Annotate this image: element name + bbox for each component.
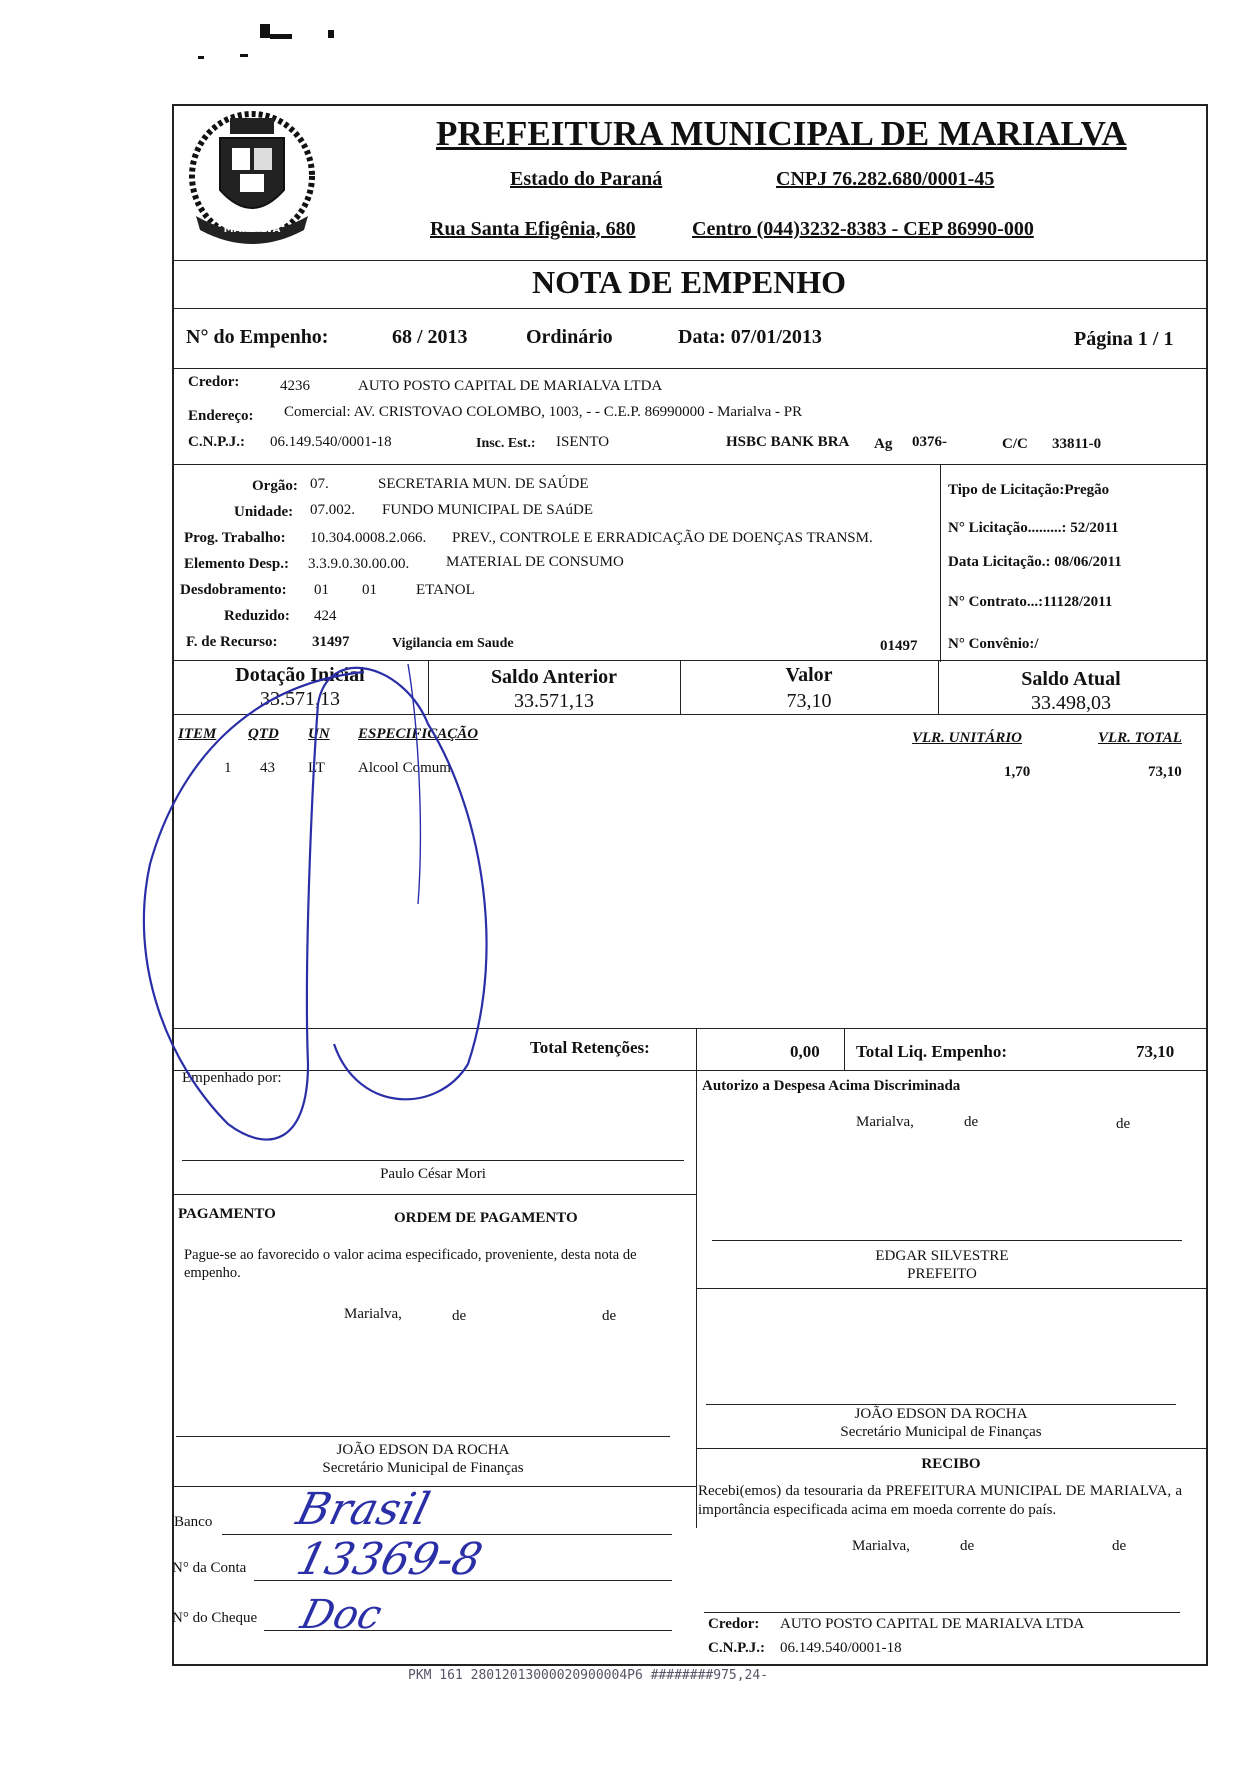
- financas-signer: JOÃO EDSON DA ROCHA: [854, 1406, 1028, 1422]
- divider: [172, 1028, 1206, 1029]
- orgao-name: SECRETARIA MUN. DE SAÚDE: [378, 476, 589, 492]
- recibo-de2: de: [1112, 1538, 1127, 1554]
- signature-line: [712, 1240, 1182, 1241]
- retencoes-label: Total Retenções:: [530, 1038, 650, 1057]
- row-spec: Alcool Comum: [358, 760, 451, 776]
- divider: [172, 308, 1206, 309]
- orgao-label: Orgão:: [252, 478, 298, 494]
- row-item: 1: [224, 760, 232, 776]
- unidade-code: 07.002.: [310, 502, 355, 518]
- pagamento-label: PAGAMENTO: [178, 1206, 276, 1222]
- divider: [172, 714, 1206, 715]
- banco-label: Banco: [174, 1514, 213, 1530]
- col-especificacao: ESPECIFICAÇÃO: [358, 726, 479, 742]
- elemento-name: MATERIAL DE CONSUMO: [446, 554, 624, 570]
- credor-cnpj-label: C.N.P.J.:: [188, 434, 245, 450]
- header-cnpj: CNPJ 76.282.680/0001-45: [776, 168, 995, 190]
- pagamento-city: Marialva,: [344, 1306, 402, 1322]
- credor-name: AUTO POSTO CAPITAL DE MARIALVA LTDA: [358, 378, 663, 394]
- col-item: ITEM: [178, 726, 217, 742]
- row-qtd: 43: [260, 760, 275, 776]
- reduzido-value: 424: [314, 608, 337, 624]
- empenho-page: Página 1 / 1: [1074, 328, 1174, 350]
- doc-title: NOTA DE EMPENHO: [531, 264, 847, 300]
- conta-handwritten: 13369-8: [291, 1534, 488, 1585]
- autorizo-signer: EDGAR SILVESTRE: [875, 1248, 1009, 1264]
- col-vlr-total: VLR. TOTAL: [1098, 730, 1182, 746]
- credor-ie-label: Insc. Est.:: [476, 436, 536, 451]
- recibo-text: Recebi(emos) da tesouraria da PREFEITURA MUNICIPAL DE MARIALVA, a importância especificada acima em moeda corrente do país.: [698, 1483, 1182, 1518]
- cheque-handwritten: Doc: [296, 1592, 387, 1638]
- recurso-name: Vigilancia em Saude: [392, 636, 514, 651]
- header-state: Estado do Paraná: [510, 168, 663, 190]
- scan-mark: [240, 54, 248, 57]
- financas-role: Secretário Municipal de Finanças: [840, 1424, 1042, 1440]
- credor-address: Comercial: AV. CRISTOVAO COLOMBO, 1003, - - C.E.P. 86990000 - Marialva - PR: [284, 404, 803, 420]
- elemento-code: 3.3.9.0.30.00.00.: [308, 556, 410, 572]
- autorizo-de2: de: [1116, 1116, 1131, 1132]
- divider: [940, 464, 941, 662]
- credor-ie: ISENTO: [556, 434, 610, 450]
- divider: [696, 1028, 697, 1528]
- cheque-label: N° do Cheque: [172, 1610, 258, 1626]
- empenho-number: 68 / 2013: [392, 326, 468, 348]
- divider: [172, 660, 1206, 661]
- col-un: UN: [308, 726, 330, 742]
- autorizo-de1: de: [964, 1114, 979, 1130]
- recibo-credor-label: Credor:: [708, 1616, 760, 1632]
- divider: [172, 260, 1206, 261]
- divider: [172, 464, 1206, 465]
- empenho-type: Ordinário: [526, 326, 613, 348]
- recibo-title: RECIBO: [921, 1456, 981, 1472]
- recibo-de1: de: [960, 1538, 975, 1554]
- recibo-cnpj-label: C.N.P.J.:: [708, 1640, 765, 1656]
- row-un: LT: [308, 760, 325, 776]
- autorizo-city: Marialva,: [856, 1114, 914, 1130]
- header-address: Rua Santa Efigênia, 680: [430, 218, 636, 240]
- liq-label: Total Liq. Empenho:: [856, 1042, 1007, 1061]
- autorizo-role: PREFEITO: [907, 1266, 977, 1282]
- reduzido-label: Reduzido:: [224, 608, 290, 624]
- n-licitacao: N° Licitação.........: 52/2011: [948, 520, 1119, 536]
- tipo-licitacao: Tipo de Licitação:Pregão: [948, 482, 1110, 498]
- recibo-cnpj: 06.149.540/0001-18: [780, 1640, 902, 1656]
- row-total: 73,10: [1148, 764, 1182, 780]
- prog-label: Prog. Trabalho:: [184, 530, 286, 546]
- credor-bank: HSBC BANK BRA: [726, 434, 850, 450]
- credor-account: 33811-0: [1052, 436, 1102, 452]
- pagamento-text: Pague-se ao favorecido o valor acima especificado, proveniente, desta nota de empenho.: [184, 1247, 637, 1281]
- credor-label: Credor:: [188, 374, 240, 390]
- svg-text:MARIALVA: MARIALVA: [223, 224, 281, 235]
- saldo-anterior-label: Saldo Anterior: [490, 666, 618, 688]
- credor-agency: 0376-: [912, 434, 947, 450]
- signature-line: [704, 1612, 1180, 1613]
- pagamento-signer: JOÃO EDSON DA ROCHA: [336, 1442, 510, 1458]
- credor-agency-label: Ag: [874, 436, 893, 452]
- banco-handwritten: Brasil: [291, 1484, 435, 1535]
- desdobramento-name: ETANOL: [416, 582, 475, 598]
- divider: [172, 1070, 1206, 1071]
- empenho-label: N° do Empenho:: [186, 326, 329, 348]
- liq-value: 73,10: [1136, 1042, 1175, 1061]
- divider: [172, 1194, 696, 1195]
- header-title: PREFEITURA MUNICIPAL DE MARIALVA: [436, 114, 1127, 153]
- scan-mark: [328, 30, 334, 38]
- desdobramento-b: 01: [362, 582, 377, 598]
- credor-address-label: Endereço:: [188, 408, 254, 424]
- divider: [696, 1288, 1206, 1289]
- scan-mark: [260, 24, 270, 38]
- empenhado-signer: Paulo César Mori: [380, 1166, 486, 1182]
- recibo-credor: AUTO POSTO CAPITAL DE MARIALVA LTDA: [780, 1616, 1085, 1632]
- divider: [172, 368, 1206, 369]
- document-sheet: [8, 4, 1240, 1782]
- prog-name: PREV., CONTROLE E ERRADICAÇÃO DE DOENÇAS TRANSM.: [452, 530, 873, 546]
- empenho-date: Data: 07/01/2013: [678, 326, 822, 348]
- signature-line: [182, 1160, 684, 1161]
- recibo-city: Marialva,: [852, 1538, 910, 1554]
- unidade-name: FUNDO MUNICIPAL DE SAúDE: [382, 502, 593, 518]
- pagamento-de1: de: [452, 1308, 467, 1324]
- conta-label: N° da Conta: [172, 1560, 247, 1576]
- scan-mark: [270, 34, 292, 39]
- orgao-code: 07.: [310, 476, 329, 492]
- recurso-extra: 01497: [880, 638, 918, 654]
- saldo-anterior-value: 33.571,13: [514, 690, 594, 712]
- row-unit: 1,70: [1004, 764, 1031, 780]
- data-licitacao: Data Licitação.: 08/06/2011: [948, 554, 1122, 570]
- n-convenio: N° Convênio:/: [948, 636, 1039, 652]
- col-vlr-unitario: VLR. UNITÁRIO: [912, 730, 1023, 746]
- autorizo-label: Autorizo a Despesa Acima Discriminada: [702, 1078, 961, 1094]
- credor-account-label: C/C: [1002, 436, 1028, 452]
- recurso-code: 31497: [312, 634, 350, 650]
- desdobramento-label: Desdobramento:: [180, 582, 287, 598]
- footer-code: PKM 161 28012013000020900004P6 ########975,24-: [408, 1668, 769, 1683]
- n-contrato: N° Contrato...:11128/2011: [948, 594, 1113, 610]
- scan-mark: [198, 56, 204, 59]
- signature-line: [706, 1404, 1176, 1405]
- recurso-label: F. de Recurso:: [186, 634, 278, 650]
- desdobramento-a: 01: [314, 582, 329, 598]
- retencoes-value: 0,00: [790, 1042, 820, 1061]
- valor-value: 73,10: [786, 690, 832, 712]
- divider: [844, 1028, 845, 1070]
- credor-cnpj: 06.149.540/0001-18: [270, 434, 392, 450]
- header-contact: Centro (044)3232-8383 - CEP 86990-000: [692, 218, 1034, 240]
- credor-code: 4236: [280, 378, 310, 394]
- municipal-seal: [186, 108, 318, 246]
- pagamento-role: Secretário Municipal de Finanças: [322, 1460, 524, 1476]
- valor-label: Valor: [785, 664, 833, 686]
- prog-code: 10.304.0008.2.066.: [310, 530, 427, 546]
- elemento-label: Elemento Desp.:: [184, 556, 289, 572]
- empenhado-label: Empenhado por:: [182, 1070, 282, 1086]
- divider: [696, 1448, 1206, 1449]
- saldo-atual-value: 33.498,03: [1031, 692, 1111, 714]
- pagamento-de2: de: [602, 1308, 617, 1324]
- signature-line: [176, 1436, 670, 1437]
- saldo-atual-label: Saldo Atual: [1021, 668, 1121, 690]
- col-qtd: QTD: [248, 726, 279, 742]
- dotacao-value: 33.571,13: [260, 688, 340, 710]
- ordem-label: ORDEM DE PAGAMENTO: [394, 1210, 578, 1226]
- dotacao-label: Dotação Inicial: [235, 664, 365, 686]
- unidade-label: Unidade:: [234, 504, 294, 520]
